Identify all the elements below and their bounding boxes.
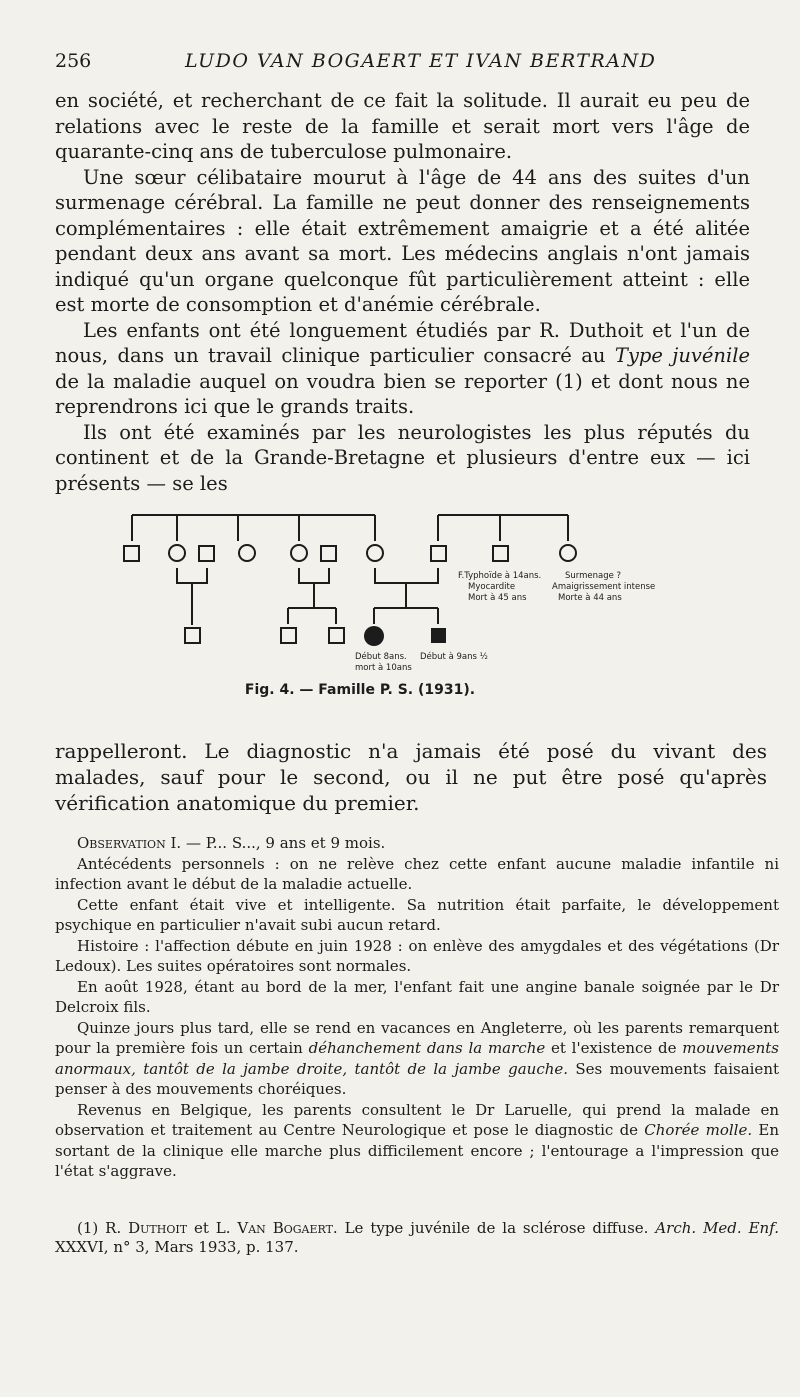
marriage-line	[177, 568, 207, 608]
male-symbol	[124, 546, 139, 561]
continued-text	[55, 738, 767, 816]
pedigree-note: mort à 10ans	[355, 663, 412, 673]
footnote-text: (1) R. Duthoit et L. Van Bogaert. Le type juvénile de la sclérose diffuse. Arch. Med. Enf. XXXVI, n° 3, Mars 1933, p. 137.	[55, 1219, 779, 1256]
male-symbol	[321, 546, 336, 561]
male-symbol	[199, 546, 214, 561]
female-symbol	[291, 545, 307, 561]
figure-caption: Fig. 4. — Famille P. S. (1931).	[244, 682, 476, 698]
pedigree-note: Myocardite	[468, 582, 516, 592]
female-symbol	[239, 545, 255, 561]
pedigree-figure	[110, 508, 710, 708]
footnote	[55, 1219, 779, 1257]
male-symbol	[329, 628, 344, 643]
paragraph: Antécédents personnels : on ne relève chez cette enfant aucune maladie infantile ni infection avant le début de la maladie actuelle.	[55, 854, 779, 893]
male-symbol	[185, 628, 200, 643]
male-symbol	[281, 628, 296, 643]
affected-male-symbol	[431, 628, 446, 643]
running-title: LUDO VAN BOGAERT ET IVAN BERTRAND	[185, 50, 657, 72]
marriage-line	[299, 568, 329, 608]
male-symbol	[493, 546, 508, 561]
female-symbol	[560, 545, 576, 561]
running-head	[55, 50, 755, 80]
sibship-line-right	[438, 515, 568, 541]
male-symbol	[431, 546, 446, 561]
paragraph: Les enfants ont été longuement étudiés par R. Duthoit et l'un de nous, dans un travail clinique particulier consacré au Type juvénile de la maladie auquel on voudra bien se reporter (1) et dont nous ne reprendrons ici que le grands traits.	[55, 318, 750, 418]
paragraph: Quinze jours plus tard, elle se rend en vacances en Angleterre, où les parents remarquent pour la première fois un certain déhanchement dans la marche et l'existence de mouvements anormaux, tantôt de la jambe droite, tantôt de la jambe gauche. Ses mouvements faisaient penser à des mouvements choréiques.	[55, 1018, 780, 1098]
female-symbol	[367, 545, 383, 561]
pedigree-note: Mort à 45 ans	[468, 593, 527, 603]
paragraph: Ils ont été examinés par les neurologistes les plus réputés du continent et de la Grande-Bretagne et plusieurs d'entre eux — ici présents — se les	[55, 420, 750, 495]
pedigree-chart	[110, 508, 710, 678]
sibship-line	[288, 608, 336, 624]
paragraph: Cette enfant était vive et intelligente. Sa nutrition était parfaite, le développement psychique en particulier n'avait subi aucun retard.	[55, 895, 779, 934]
paragraph: Une sœur célibataire mourut à l'âge de 44 ans des suites d'un surmenage cérébral. La famille ne peut donner des renseignements complémentaires : elle était extrêmement amaigrie et a été alitée pendant deux ans avant sa mort. Les médecins anglais n'ont jamais indiqué qu'un organe quelconque fût particulièrement atteint : elle est morte de consomption et d'anémie cérébrale.	[55, 165, 750, 316]
paragraph: Revenus en Belgique, les parents consultent le Dr Laruelle, qui prend la malade en observation et traitement au Centre Neurologique et pose le diagnostic de Chorée molle. En sortant de la clinique elle marche plus difficilement encore ; l'entourage a l'impression que l'état s'aggrave.	[55, 1100, 779, 1180]
emphasis: Type juvénile	[614, 344, 750, 367]
pedigree-note: Amaigrissement intense	[552, 582, 656, 592]
observation-heading: Observation I. — P... S..., 9 ans et 9 mois.	[77, 834, 386, 852]
descent-lines	[132, 515, 375, 541]
page-number: 256	[55, 50, 92, 72]
pedigree-note: Début à 9ans ½	[420, 652, 488, 662]
pedigree-note: Début 8ans.	[355, 652, 407, 662]
pedigree-note: F.Typhoïde à 14ans.	[458, 571, 542, 581]
main-text	[55, 88, 750, 496]
sibship-line	[374, 608, 438, 624]
paragraph: Histoire : l'affection débute en juin 1928 : on enlève des amygdales et des végétations (Dr Ledoux). Les suites opératoires sont normales.	[55, 936, 779, 975]
female-symbol	[169, 545, 185, 561]
paragraph: En août 1928, étant au bord de la mer, l'enfant fait une angine banale soignée par le Dr Delcroix fils.	[55, 977, 779, 1016]
marriage-line	[375, 568, 438, 608]
affected-female-symbol	[364, 626, 384, 646]
paragraph: rappelleront. Le diagnostic n'a jamais été posé du vivant des malades, sauf pour le second, ou il ne put être posé qu'après vérification anatomique du premier.	[55, 739, 767, 815]
pedigree-note: Surmenage ?	[565, 571, 622, 581]
observation-section	[55, 833, 779, 1182]
paragraph: en société, et recherchant de ce fait la solitude. Il aurait eu peu de relations avec le reste de la famille et serait mort vers l'âge de quarante-cinq ans de tuberculose pulmonaire.	[55, 89, 750, 163]
pedigree-note: Morte à 44 ans	[558, 593, 622, 603]
